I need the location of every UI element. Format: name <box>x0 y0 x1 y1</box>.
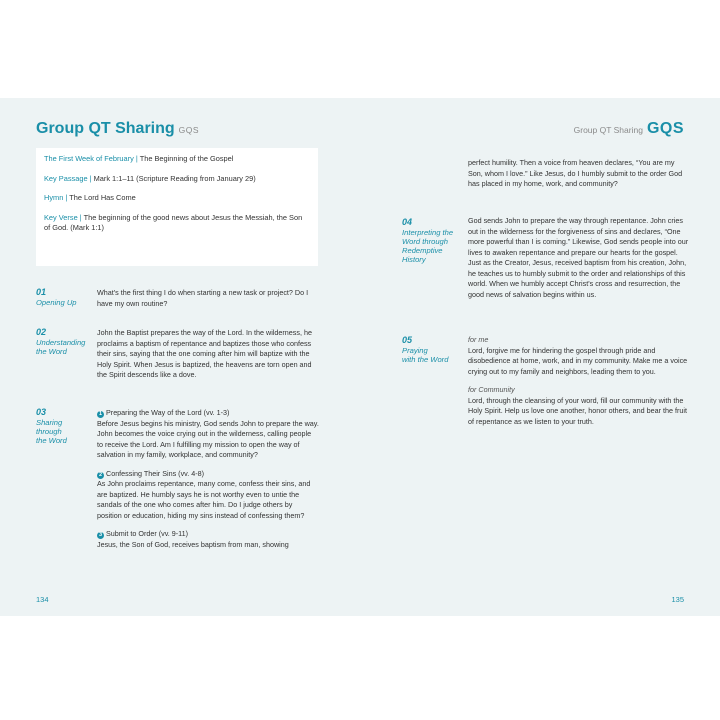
section-number: 01 <box>36 287 47 297</box>
page-title <box>36 120 199 138</box>
section-number: 03 <box>36 407 47 417</box>
page-number: 134 <box>36 595 49 604</box>
section-title-line: Interpreting the <box>402 228 454 237</box>
week-value: The Beginning of the Gospel <box>137 154 234 163</box>
title-text: Group QT Sharing <box>573 125 643 135</box>
week-line <box>44 154 310 165</box>
prayer-heading: for Community <box>468 385 515 394</box>
sharing-item <box>97 529 319 550</box>
section-title-line: the Word <box>36 436 67 445</box>
section-02-label <box>36 328 92 356</box>
verse-label: Key Verse | <box>44 212 82 222</box>
section-title-line: Understanding <box>36 338 86 347</box>
section-title-line: History <box>402 255 426 264</box>
section-01-text: What's the first thing I do when starting a new task or project? Do I have my own routine? <box>97 288 309 308</box>
hymn-value: The Lord Has Come <box>67 193 136 202</box>
section-05-text <box>468 335 690 427</box>
verse-line <box>44 213 310 234</box>
passage-value: Mark 1:1–11 (Scripture Reading from January 29) <box>91 173 256 183</box>
sharing-item <box>97 408 319 461</box>
section-title: Opening Up <box>36 298 77 307</box>
sharing-item-head: 1 Preparing the Way of the Lord (vv. 1-3) <box>98 408 230 417</box>
page-number: 135 <box>671 595 684 604</box>
prayer-text: Lord, through the cleansing of your word, fill our community with the Holy Spirit. Help us love one another, honor others, and bear the fruit of repentance as we listen to your truth. <box>468 395 687 426</box>
book-spread <box>0 98 720 616</box>
number-3-icon: 3 <box>98 532 103 538</box>
section-04-text: God sends John to prepare the way through repentance. John cries out in the wilderness for the forgiveness of sins and declares, “One more powerful than I is coming.” Likewise, God sends people into our lives to awaken repentance and prepare our hearts for the gospel. Just as the Creator, Jesus, received baptism from his creation, John, he teaches us to humbly submit to the order and relationships of this world. When we humbly accept Christ's cross and resurrection, the good news of salvation begins within us. <box>468 216 689 299</box>
number-2-icon: 2 <box>98 471 103 478</box>
number-1-icon: 1 <box>98 411 103 417</box>
sharing-item-head: 2 Confessing Their Sins (vv. 4-8) <box>98 468 204 478</box>
passage-line <box>44 174 310 185</box>
sharing-item <box>97 469 319 522</box>
section-title-line: Word through <box>402 237 449 246</box>
hymn-line <box>44 193 310 204</box>
prayer-text: Lord, forgive me for hindering the gospel through pride and disobedience at home, work, and in my community. Make me a voice crying out to my family and neighbors, leading them to you. <box>468 345 688 376</box>
left-page <box>0 98 352 616</box>
section-title-line: Sharing <box>36 418 63 427</box>
continued-text: perfect humility. Then a voice from heaven declares, “You are my Son, whom I love.” Like Jesus, do I humbly submit to the order God has placed in my home, work, and community? <box>468 158 683 188</box>
section-03-label <box>36 408 92 445</box>
section-number: 05 <box>402 335 413 345</box>
section-02-text: John the Baptist prepares the way of the Lord. In the wilderness, he proclaims a baptism of repentance and baptizes those who confess their sins, saying that the one coming after him will baptize with the Holy Spirit. When Jesus is baptized, the heavens are torn open and the Spirit descends like a dove. <box>97 328 312 379</box>
section-title-line: Praying <box>402 346 428 355</box>
sharing-item-head: 3 Submit to Order (vv. 9-11) <box>98 529 189 538</box>
sharing-item-text: As John proclaims repentance, many come, confess their sins, and are baptized. He humbly says he is not worthy even to untie the sandals of the one who comes after him. Do I judge others by position or education, hiding my sins instead of confessing them? <box>97 479 311 520</box>
section-title-line: Redemptive <box>402 246 443 255</box>
section-number: 04 <box>402 217 413 227</box>
section-05-label <box>402 336 464 364</box>
sharing-item-text: Before Jesus begins his ministry, God sends John to prepare the way. John becomes the voice crying out in the wilderness, calling people to receive the Lord. Am I fulfilling my mission to open the way of salvation in my family, workplace, and community? <box>97 418 319 459</box>
passage-label: Key Passage | <box>44 173 92 183</box>
section-01-label <box>36 288 92 307</box>
section-04-label <box>402 218 464 264</box>
verse-value: The beginning of the good news about Jesus the Messiah, the Son of God. (Mark 1:1) <box>44 212 303 232</box>
section-title-line: with the Word <box>402 355 449 364</box>
section-number: 02 <box>36 327 47 337</box>
section-title-line: the Word <box>36 347 67 356</box>
hymn-label: Hymn | <box>44 193 68 202</box>
section-title-line: through <box>36 427 62 436</box>
info-box <box>36 148 318 266</box>
week-label: The First Week of February | <box>44 154 138 163</box>
right-page <box>368 98 720 616</box>
section-03-text <box>97 408 319 550</box>
title-suffix: GQS <box>646 120 684 137</box>
title-text: Group QT Sharing <box>36 120 175 137</box>
prayer-heading: for me <box>468 335 489 344</box>
title-suffix: GQS <box>178 125 200 135</box>
page-title <box>574 120 684 138</box>
sharing-item-text: Jesus, the Son of God, receives baptism from man, showing <box>97 539 289 549</box>
